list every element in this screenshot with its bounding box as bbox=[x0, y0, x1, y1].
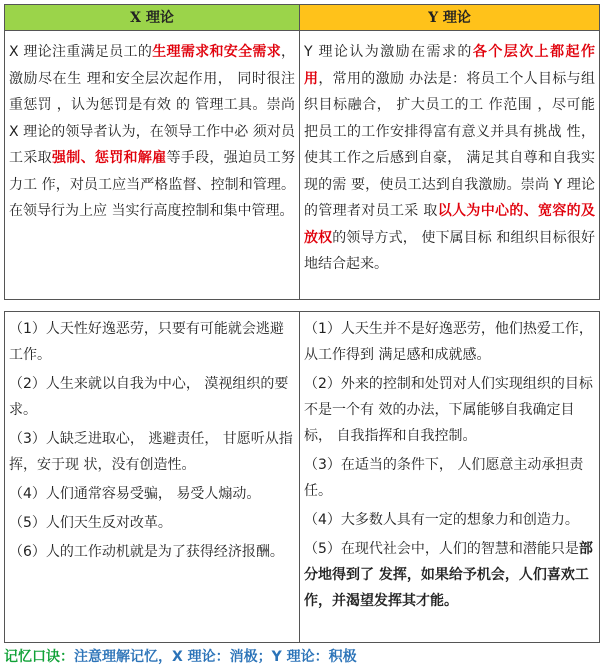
x-assumption-item: （2）人生来就以自我为中心， 漠视组织的要求。 bbox=[9, 376, 289, 418]
x-assumption-item: （3）人缺乏进取心， 逃避责任， 甘愿听从指挥，安于现 状，没有创造性。 bbox=[9, 431, 293, 473]
emphasis-text: 生理需求和安全需求 bbox=[152, 44, 282, 60]
y-theory-column bbox=[300, 5, 599, 299]
y-assumption-item: （3）在适当的条件下， 人们愿意主动承担责任。 bbox=[304, 457, 584, 499]
x-theory-header: X 理论 bbox=[5, 5, 299, 31]
emphasis-text: 各个层次上都起作用 bbox=[304, 44, 595, 87]
mnemonic-text: 注意理解记忆，X 理论：消极；Y 理论：积极 bbox=[74, 649, 357, 665]
x-theory-column bbox=[5, 5, 300, 299]
comparison-table-assumptions bbox=[4, 311, 600, 643]
x-assumptions-column bbox=[5, 312, 300, 642]
mnemonic-line bbox=[4, 646, 357, 666]
x-assumption-item: （4）人们通常容易受骗， 易受人煽动。 bbox=[9, 486, 261, 502]
y-assumption-item bbox=[304, 536, 595, 614]
x-theory-description bbox=[5, 31, 299, 225]
body-text: 等手段，强迫员工努力工 作，对员工应当严格监督、控制和管理。在领导行为上应 当实行高度控制和集中管理。 bbox=[9, 150, 296, 219]
y-theory-description bbox=[300, 31, 599, 278]
y-assumption-item: （4）大多数人具有一定的想象力和创造力。 bbox=[304, 512, 579, 528]
body-text: ，常用的激励 办法是：将员工个人目标与组织目标融合， 扩大员工的工 作范围 ，尽可能把员工的工作安排得富有意义并具有挑战 性，使其工作之后感到自豪， 满足其自尊和自我实现的需 要，使员工达到自我激励。崇尚 Y 理论的管理者对员工采 取 bbox=[304, 70, 595, 219]
x-assumption-item: （6）人的工作动机就是为了获得经济报酬。 bbox=[9, 544, 284, 560]
emphasis-text: 强制、惩罚和解雇 bbox=[51, 150, 167, 166]
body-text: ，激励尽在生 理和安全层次起作用， 同时很注重惩罚 ，认为惩罚是有效 的 管理工具。崇尚 X 理论的领导者认为，在领导工作中必 须对员工采取 bbox=[9, 44, 296, 166]
body-text: 的领导方式， 使下属目标 和组织目标很好地结合起来。 bbox=[304, 229, 595, 272]
body-text: X 理论注重满足员工的 bbox=[9, 44, 153, 60]
y-theory-header: Y 理论 bbox=[300, 5, 599, 31]
body-text: Y 理论认为激励在需求的 bbox=[304, 44, 473, 60]
comparison-table-definitions bbox=[4, 4, 600, 300]
y-assumption-item: （2）外来的控制和处罚对人们实现组织的目标不是一个有 效的办法，下属能够自我确定目标， 自我指挥和自我控制。 bbox=[304, 376, 593, 444]
y-assumption-item: （1）人天生并不是好逸恶劳，他们热爱工作，从工作得到 满足感和成就感。 bbox=[304, 321, 593, 363]
y-assumptions-column bbox=[300, 312, 599, 642]
y-assumption-item-plain: （5）在现代社会中，人们的智慧和潜能只是 bbox=[304, 541, 579, 557]
x-assumption-item: （1）人天性好逸恶劳，只要有可能就会逃避工作。 bbox=[9, 321, 284, 363]
emphasis-text: 以人为中心的、宽容的及放权 bbox=[304, 203, 596, 246]
y-assumption-item-bold: 部分地得到了 发挥，如果给予机会，人们喜欢工作，并渴望发挥其才能。 bbox=[304, 541, 593, 609]
x-assumption-item: （5）人们天生反对改革。 bbox=[9, 515, 172, 531]
mnemonic-label: 记忆口诀： bbox=[4, 649, 74, 665]
